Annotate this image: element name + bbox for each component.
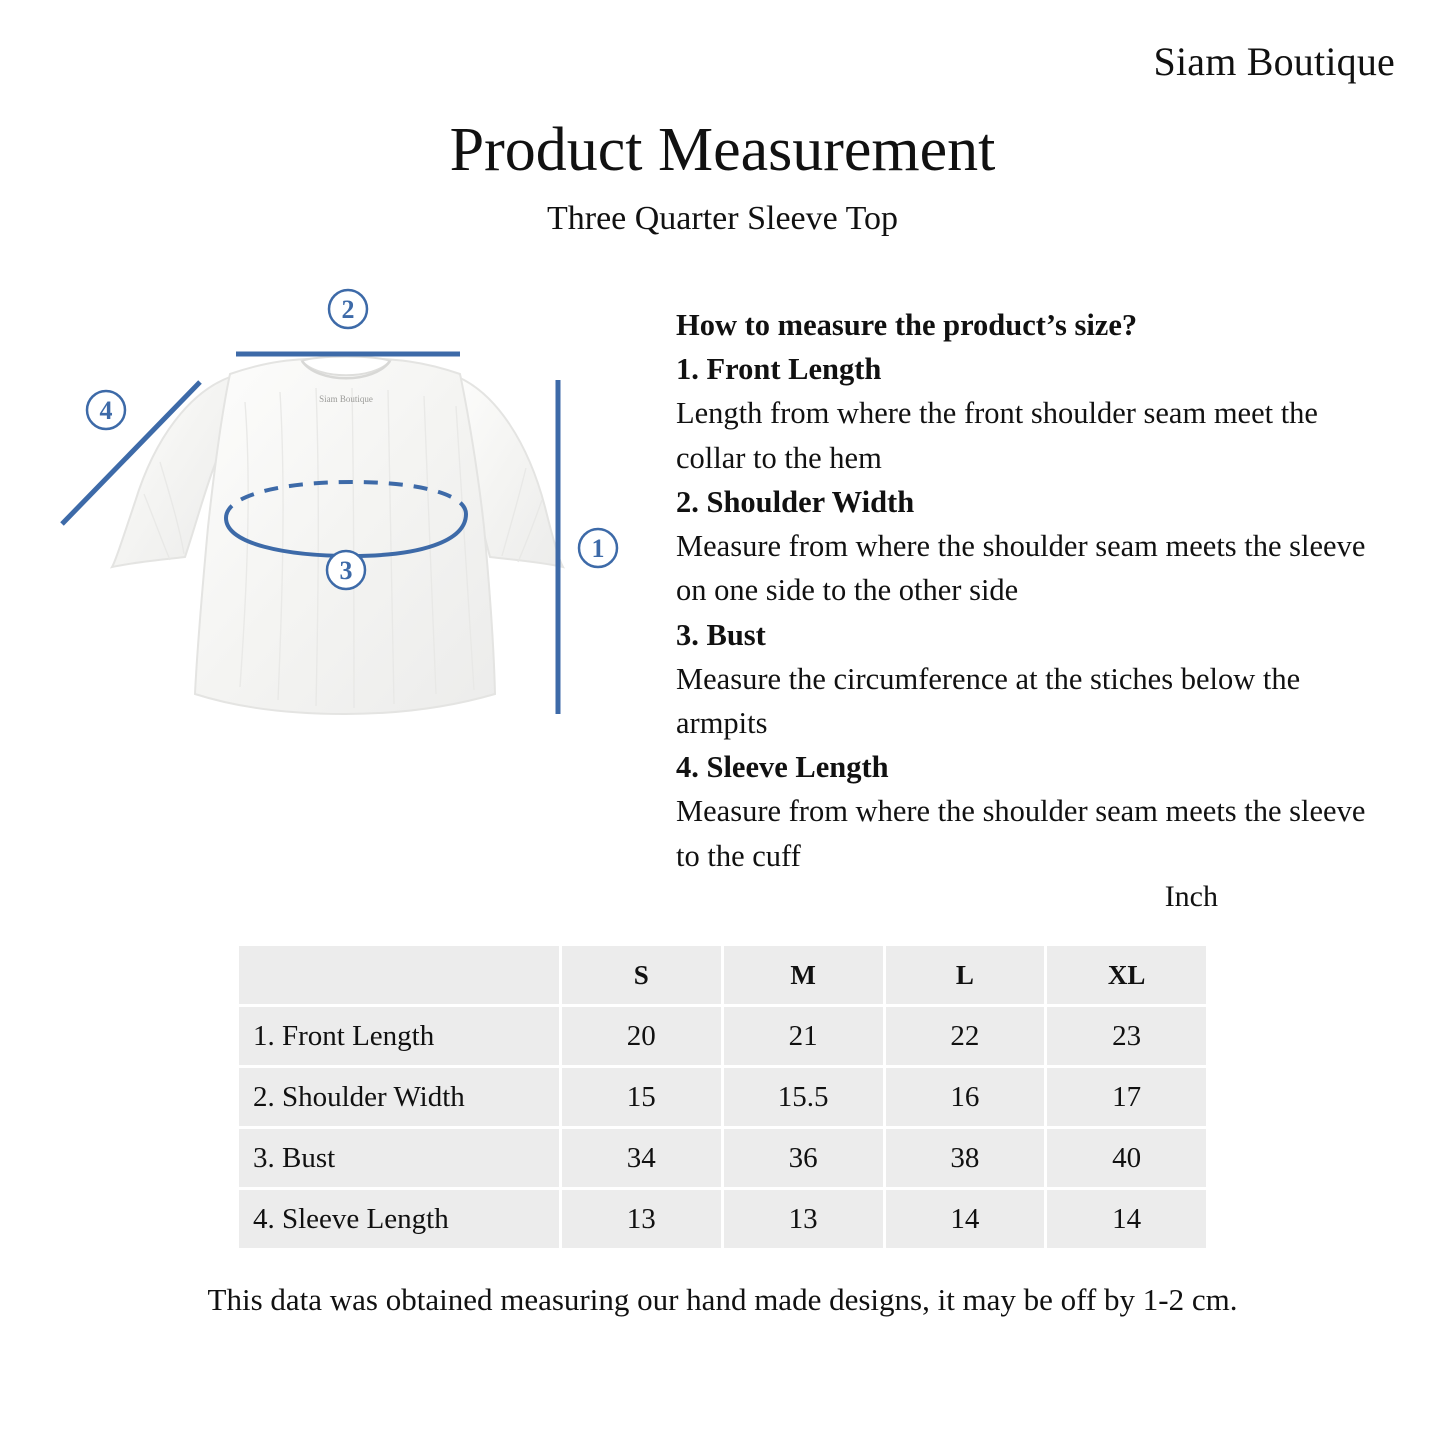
row-label-shoulder-width: 2. Shoulder Width xyxy=(238,1067,561,1128)
garment-tag-label: Siam Boutique xyxy=(319,394,373,404)
cell-bust-s: 34 xyxy=(560,1128,722,1189)
svg-text:4: 4 xyxy=(99,396,113,425)
cell-shoulder-width-xl: 17 xyxy=(1046,1067,1208,1128)
cell-shoulder-width-m: 15.5 xyxy=(722,1067,884,1128)
step-4-title: 4. Sleeve Length xyxy=(676,750,889,785)
table-header-row xyxy=(238,945,1208,1006)
cell-front-length-m: 21 xyxy=(722,1006,884,1067)
garment-illustration xyxy=(40,262,660,762)
marker-4 xyxy=(87,391,125,429)
cell-sleeve-length-xl: 14 xyxy=(1046,1189,1208,1250)
table-row xyxy=(238,1067,1208,1128)
cell-shoulder-width-s: 15 xyxy=(560,1067,722,1128)
cell-bust-m: 36 xyxy=(722,1128,884,1189)
cell-sleeve-length-m: 13 xyxy=(722,1189,884,1250)
unit-label: Inch xyxy=(1164,880,1218,913)
cell-front-length-s: 20 xyxy=(560,1006,722,1067)
table-header-m: M xyxy=(722,945,884,1006)
table-row xyxy=(238,1128,1208,1189)
step-2-title: 2. Shoulder Width xyxy=(676,484,915,519)
table-header-xl: XL xyxy=(1046,945,1208,1006)
step-3-title: 3. Bust xyxy=(676,617,766,652)
table-header-l: L xyxy=(884,945,1046,1006)
marker-2 xyxy=(329,290,367,328)
row-label-front-length: 1. Front Length xyxy=(238,1006,561,1067)
step-1-body: Length from where the front shoulder seam meet the collar to the hem xyxy=(676,396,1318,475)
cell-front-length-xl: 23 xyxy=(1046,1006,1208,1067)
svg-text:3: 3 xyxy=(339,556,353,585)
cell-shoulder-width-l: 16 xyxy=(884,1067,1046,1128)
instructions-block xyxy=(676,303,1376,878)
cell-sleeve-length-l: 14 xyxy=(884,1189,1046,1250)
marker-3 xyxy=(327,551,365,589)
page-subtitle: Three Quarter Sleeve Top xyxy=(546,200,898,237)
page-title: Product Measurement xyxy=(449,116,996,184)
step-3-body: Measure the circumference at the stiches below the armpits xyxy=(676,661,1301,740)
marker-1 xyxy=(579,529,617,567)
instructions-heading: How to measure the product’s size? xyxy=(676,308,1138,342)
svg-text:2: 2 xyxy=(341,295,355,324)
cell-bust-l: 38 xyxy=(884,1128,1046,1189)
table-header-s: S xyxy=(560,945,722,1006)
table-row xyxy=(238,1189,1208,1250)
size-chart-table xyxy=(236,943,1209,1251)
table-header-blank xyxy=(238,945,561,1006)
cell-sleeve-length-s: 13 xyxy=(560,1189,722,1250)
svg-text:1: 1 xyxy=(591,534,605,563)
garment-shape xyxy=(112,357,563,715)
step-1-title: 1. Front Length xyxy=(676,352,882,387)
cell-bust-xl: 40 xyxy=(1046,1128,1208,1189)
step-2-body: Measure from where the shoulder seam meets the sleeve on one side to the other side xyxy=(676,529,1366,608)
row-label-sleeve-length: 4. Sleeve Length xyxy=(238,1189,561,1250)
footnote: This data was obtained measuring our hand made designs, it may be off by 1-2 cm. xyxy=(207,1282,1238,1317)
cell-front-length-l: 22 xyxy=(884,1006,1046,1067)
table-row xyxy=(238,1006,1208,1067)
step-4-body: Measure from where the shoulder seam meets the sleeve to the cuff xyxy=(676,794,1366,873)
brand-name: Siam Boutique xyxy=(1153,39,1395,84)
row-label-bust: 3. Bust xyxy=(238,1128,561,1189)
